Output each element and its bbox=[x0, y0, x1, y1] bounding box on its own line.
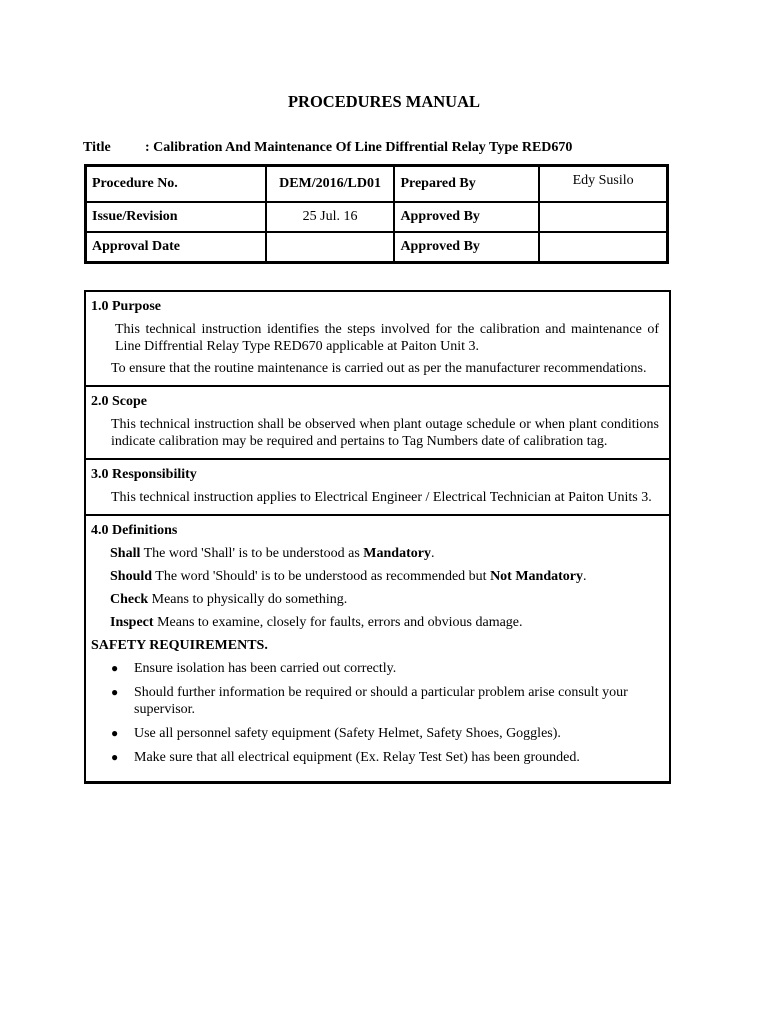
approved-by-value bbox=[539, 202, 667, 232]
scope-section bbox=[86, 385, 669, 458]
list-item bbox=[91, 684, 661, 718]
title-label: Title bbox=[83, 140, 111, 155]
bullet-icon: ● bbox=[111, 685, 119, 699]
list-item bbox=[91, 660, 661, 677]
approved-by-label-2: Approved By bbox=[394, 232, 539, 262]
bullet-icon: ● bbox=[111, 726, 119, 740]
definition-should bbox=[91, 568, 661, 585]
prepared-by-value: Edy Susilo bbox=[539, 166, 667, 202]
table-row bbox=[86, 202, 667, 232]
definition-end: . bbox=[430, 546, 435, 561]
purpose-paragraph-2: To ensure that the routine maintenance is carried out as per the manufacturer recommendations. bbox=[111, 361, 647, 376]
purpose-section bbox=[86, 292, 669, 385]
approval-date-label: Approval Date bbox=[86, 232, 266, 262]
definition-emphasis: Mandatory bbox=[363, 546, 431, 561]
prepared-by-label: Prepared By bbox=[394, 166, 539, 202]
scope-paragraph: This technical instruction shall be observed when plant outage schedule or when plant conditions indicate calibration may be required and pertains to Tag Numbers date of calibration tag. bbox=[111, 417, 659, 449]
definitions-section bbox=[86, 514, 669, 781]
definition-term: Shall bbox=[110, 546, 141, 561]
document-title: PROCEDURES MANUAL bbox=[287, 92, 481, 111]
procedure-content-box bbox=[84, 290, 671, 784]
responsibility-section bbox=[86, 458, 669, 514]
definition-text: The word 'Should' is to be understood as recommended but bbox=[152, 569, 491, 584]
responsibility-paragraph: This technical instruction applies to Electrical Engineer / Electrical Technician at Paiton Units 3. bbox=[111, 490, 652, 505]
approval-date-value bbox=[266, 232, 395, 262]
approved-by-label: Approved By bbox=[394, 202, 539, 232]
purpose-heading: 1.0 Purpose bbox=[91, 299, 161, 314]
definition-text: The word 'Shall' is to be understood as bbox=[140, 546, 364, 561]
procedure-info-table bbox=[84, 164, 669, 264]
definition-term: Check bbox=[110, 592, 149, 607]
issue-revision-value: 25 Jul. 16 bbox=[266, 202, 395, 232]
table-row bbox=[86, 166, 667, 202]
responsibility-heading: 3.0 Responsibility bbox=[91, 467, 197, 482]
definition-term: Should bbox=[110, 569, 153, 584]
definition-text: Means to examine, closely for faults, errors and obvious damage. bbox=[153, 615, 523, 630]
approved-by-value-2 bbox=[539, 232, 667, 262]
bullet-icon: ● bbox=[111, 750, 119, 764]
safety-requirements-heading: SAFETY REQUIREMENTS. bbox=[91, 638, 268, 653]
bullet-icon: ● bbox=[111, 661, 119, 675]
definition-term: Inspect bbox=[110, 615, 154, 630]
procedure-no-label: Procedure No. bbox=[86, 166, 266, 202]
table-row bbox=[86, 232, 667, 262]
definition-end: . bbox=[583, 569, 587, 584]
list-item bbox=[91, 749, 661, 766]
scope-heading: 2.0 Scope bbox=[91, 394, 147, 409]
list-item-text: Ensure isolation has been carried out correctly. bbox=[134, 661, 397, 676]
definition-emphasis: Not Mandatory bbox=[490, 569, 583, 584]
purpose-paragraph-1: This technical instruction identifies the steps involved for the calibration and maintenance of Line Diffrential Relay Type RED670 applicable at Paiton Unit 3. bbox=[115, 322, 659, 354]
list-item-text: Use all personnel safety equipment (Safety Helmet, Safety Shoes, Goggles). bbox=[134, 726, 561, 741]
list-item-text: Make sure that all electrical equipment (Ex. Relay Test Set) has been grounded. bbox=[134, 750, 580, 765]
definition-inspect bbox=[91, 614, 661, 631]
title-value: : Calibration And Maintenance Of Line Diffrential Relay Type RED670 bbox=[145, 140, 573, 155]
definitions-heading: 4.0 Definitions bbox=[91, 523, 178, 538]
definition-text: Means to physically do something. bbox=[148, 592, 348, 607]
list-item-text: Should further information be required or should a particular problem arise consult your supervisor. bbox=[134, 685, 628, 717]
procedure-no-value: DEM/2016/LD01 bbox=[266, 166, 395, 202]
procedure-title-line bbox=[83, 140, 572, 156]
safety-requirements-list bbox=[91, 660, 661, 766]
definition-shall bbox=[91, 545, 661, 562]
list-item bbox=[91, 725, 661, 742]
definition-check bbox=[91, 591, 661, 608]
issue-revision-label: Issue/Revision bbox=[86, 202, 266, 232]
